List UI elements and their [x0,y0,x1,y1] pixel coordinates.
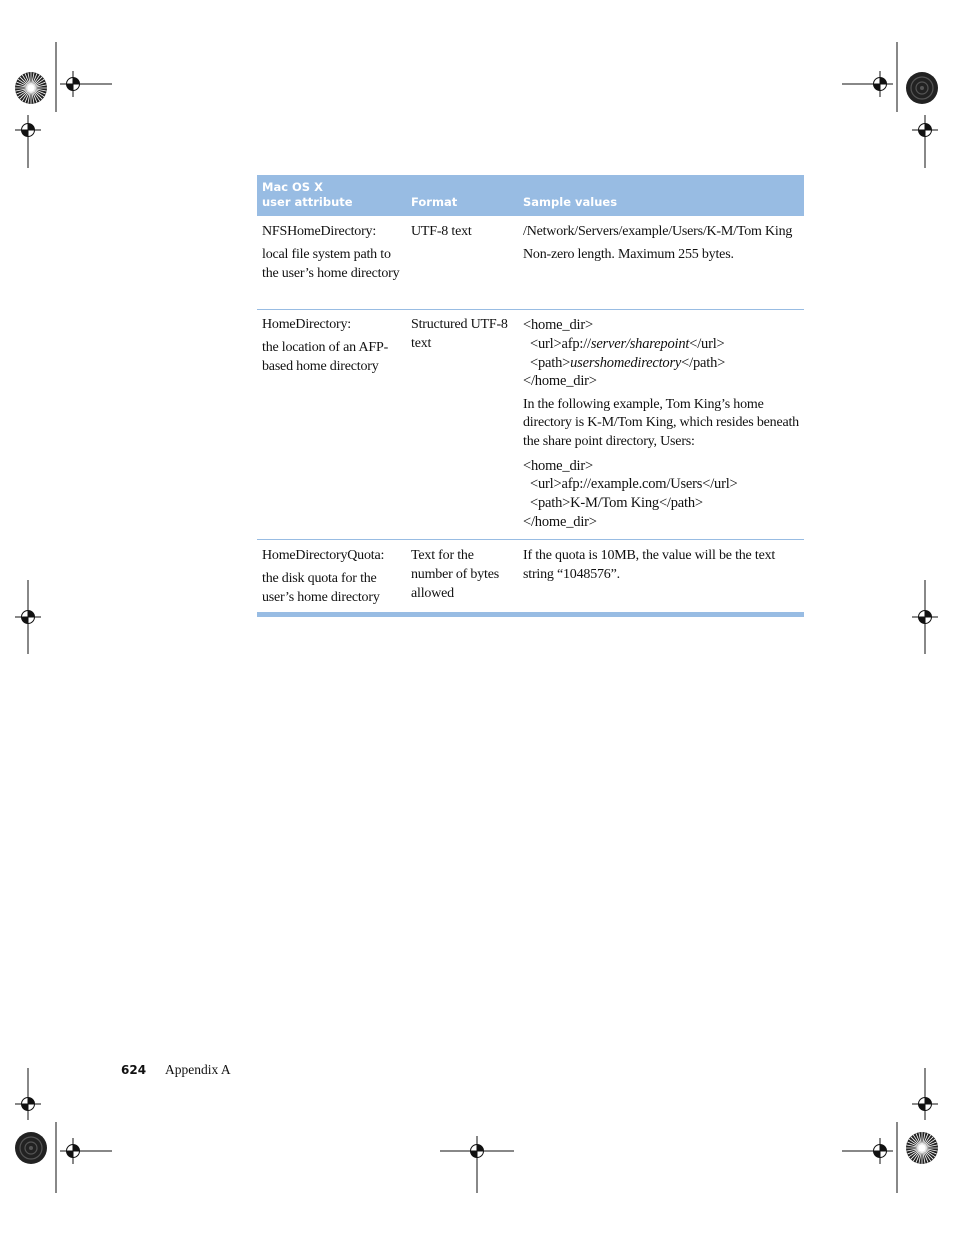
registration-burst-icon [15,72,47,104]
format-cell: Text for the number of bytes allowed [411,548,499,601]
attribute-description: local file system path to the user’s home directory [262,247,400,282]
sample-cell [523,316,803,532]
table-row [257,540,804,612]
attribute-description: the disk quota for the user’s home directory [262,571,380,606]
attribute-name: HomeDirectoryQuota: [262,548,385,563]
header-user-attribute: Mac OS X user attribute [262,180,353,209]
registration-burst-icon [15,1132,47,1164]
attribute-name: HomeDirectory: [262,317,351,332]
format-cell: UTF-8 text [411,224,472,239]
sample-cell [523,223,803,265]
attribute-cell [262,547,402,608]
sample-cell: If the quota is 10MB, the value will be the text string “1048576”. [523,548,776,582]
table-row [257,216,804,310]
sample-explanation: In the following example, Tom King’s home directory is K-M/Tom King, which resides beneath the share point directory, Users: [523,396,799,450]
table-header [257,175,804,216]
user-attribute-table [257,175,804,617]
format-cell: Structured UTF-8 text [411,317,508,351]
attribute-name: NFSHomeDirectory: [262,224,377,239]
sample-value: /Network/Servers/example/Users/K-M/Tom King [523,224,793,239]
attribute-cell [262,316,402,377]
code-sample-template: <home_dir> <url>afp://server/sharepoint</url> <path>usershomedirectory</path> </home_dir> [523,317,726,390]
code-sample-example: <home_dir> <url>afp://example.com/Users</url> <path>K-M/Tom King</path> </home_dir> [523,457,738,530]
header-format: Format [411,195,458,209]
registration-burst-icon [906,72,938,104]
attribute-description: the location of an AFP-based home directory [262,340,389,375]
attribute-cell [262,223,402,284]
sample-note: Non-zero length. Maximum 255 bytes. [523,247,734,263]
table-row [257,310,804,540]
section-label: Appendix A [165,1062,231,1077]
header-sample-values: Sample values [523,195,618,209]
page-number: 624 [121,1063,147,1077]
registration-burst-icon [906,1132,938,1164]
table-bottom-rule [257,612,804,617]
